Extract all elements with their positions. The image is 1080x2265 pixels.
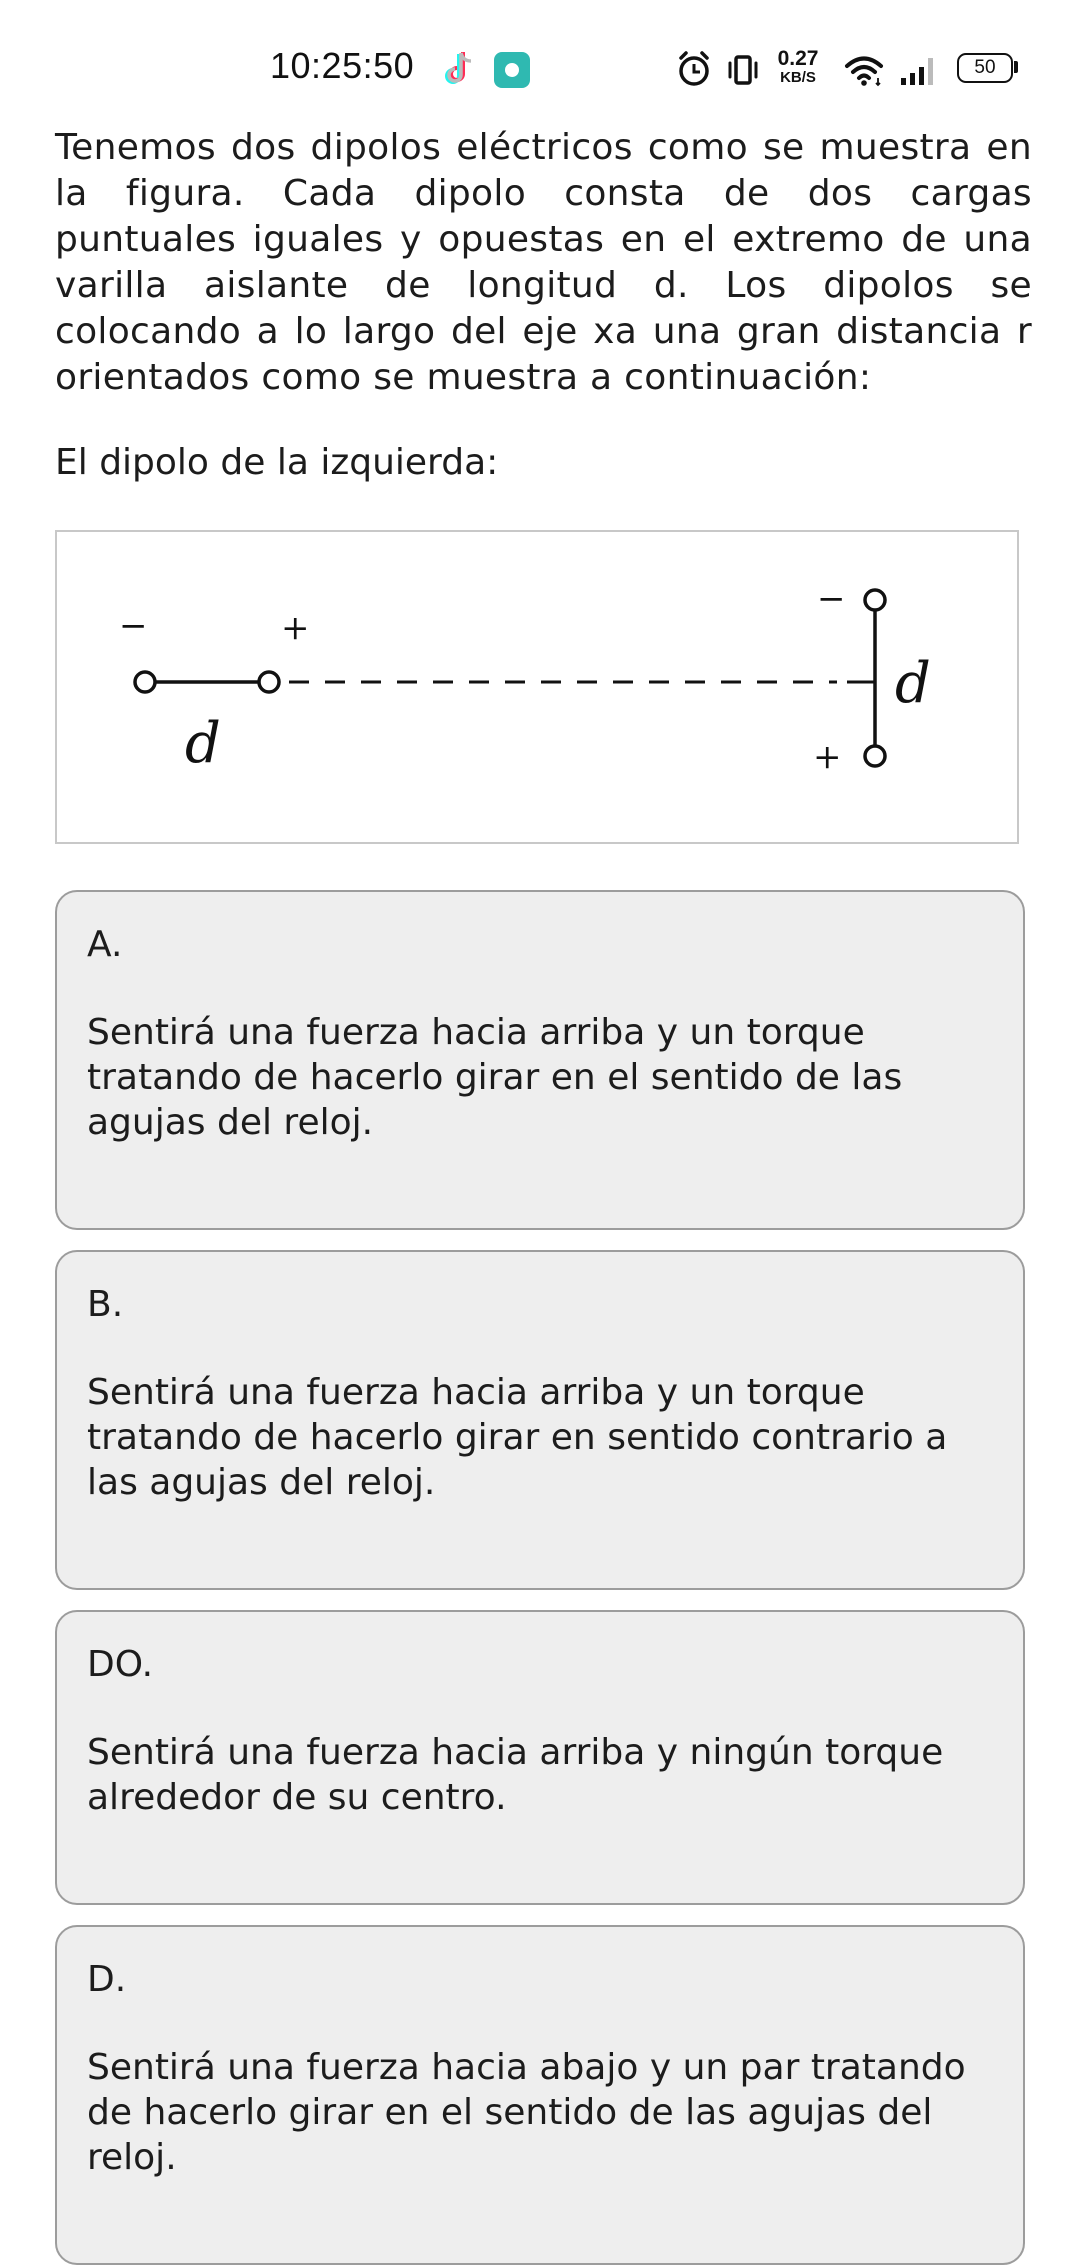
- right-dipole-positive-charge: [865, 746, 885, 766]
- question-text: Tenemos dos dipolos eléctricos como se muestra en la figura. Cada dipolo consta de dos cargas puntuales iguales y opuestas en el extremo de una varilla aislante de longitud d. Los dipolos se colocando a lo largo del eje xa una gran distancia r orientados como se muestra a continuación:: [55, 127, 1032, 398]
- status-time: 10:25:50: [270, 45, 415, 86]
- right-dipole-length-label: d: [895, 651, 931, 716]
- network-speed: [772, 48, 824, 85]
- alarm-icon: [675, 48, 713, 92]
- left-dipole-negative-charge: [135, 672, 155, 692]
- left-dipole-pos-label: +: [281, 608, 310, 648]
- right-dipole-pos-label: +: [813, 737, 842, 777]
- left-dipole-length-label: d: [185, 711, 221, 776]
- option-c[interactable]: [55, 1610, 1025, 1905]
- right-dipole-neg-label: −: [817, 579, 846, 619]
- option-letter: D.: [87, 1959, 127, 2000]
- option-text: Sentirá una fuerza hacia abajo y un par tratando de hacerlo girar en el sentido de las agujas del reloj.: [87, 2047, 966, 2178]
- battery-tip: [1014, 61, 1018, 73]
- app-icon: [494, 52, 530, 88]
- option-a[interactable]: [55, 890, 1025, 1230]
- dipole-figure: [55, 530, 1019, 844]
- option-b[interactable]: [55, 1250, 1025, 1590]
- option-d[interactable]: [55, 1925, 1025, 2265]
- question-subheading: El dipolo de la izquierda:: [55, 442, 499, 483]
- vibrate-icon: [725, 48, 761, 92]
- right-dipole-negative-charge: [865, 590, 885, 610]
- left-dipole-neg-label: −: [119, 606, 148, 646]
- status-bar: [0, 0, 1080, 130]
- option-letter: B.: [87, 1284, 124, 1325]
- option-letter: A.: [87, 924, 123, 965]
- left-dipole-positive-charge: [259, 672, 279, 692]
- option-text: Sentirá una fuerza hacia arriba y ningún torque alrededor de su centro.: [87, 1732, 944, 1818]
- network-speed-value: 0.27: [777, 47, 819, 70]
- dipole-diagram: [57, 532, 1017, 842]
- tiktok-icon: [442, 50, 476, 88]
- option-text: Sentirá una fuerza hacia arriba y un torque tratando de hacerlo girar en el sentido de las agujas del reloj.: [87, 1012, 903, 1143]
- network-speed-unit: KB/S: [780, 69, 816, 86]
- signal-icon: [896, 48, 940, 92]
- battery-icon: 50: [957, 53, 1013, 83]
- option-text: Sentirá una fuerza hacia arriba y un torque tratando de hacerlo girar en sentido contrario a las agujas del reloj.: [87, 1372, 948, 1503]
- wifi-icon: [842, 48, 886, 92]
- option-letter: DO.: [87, 1644, 154, 1685]
